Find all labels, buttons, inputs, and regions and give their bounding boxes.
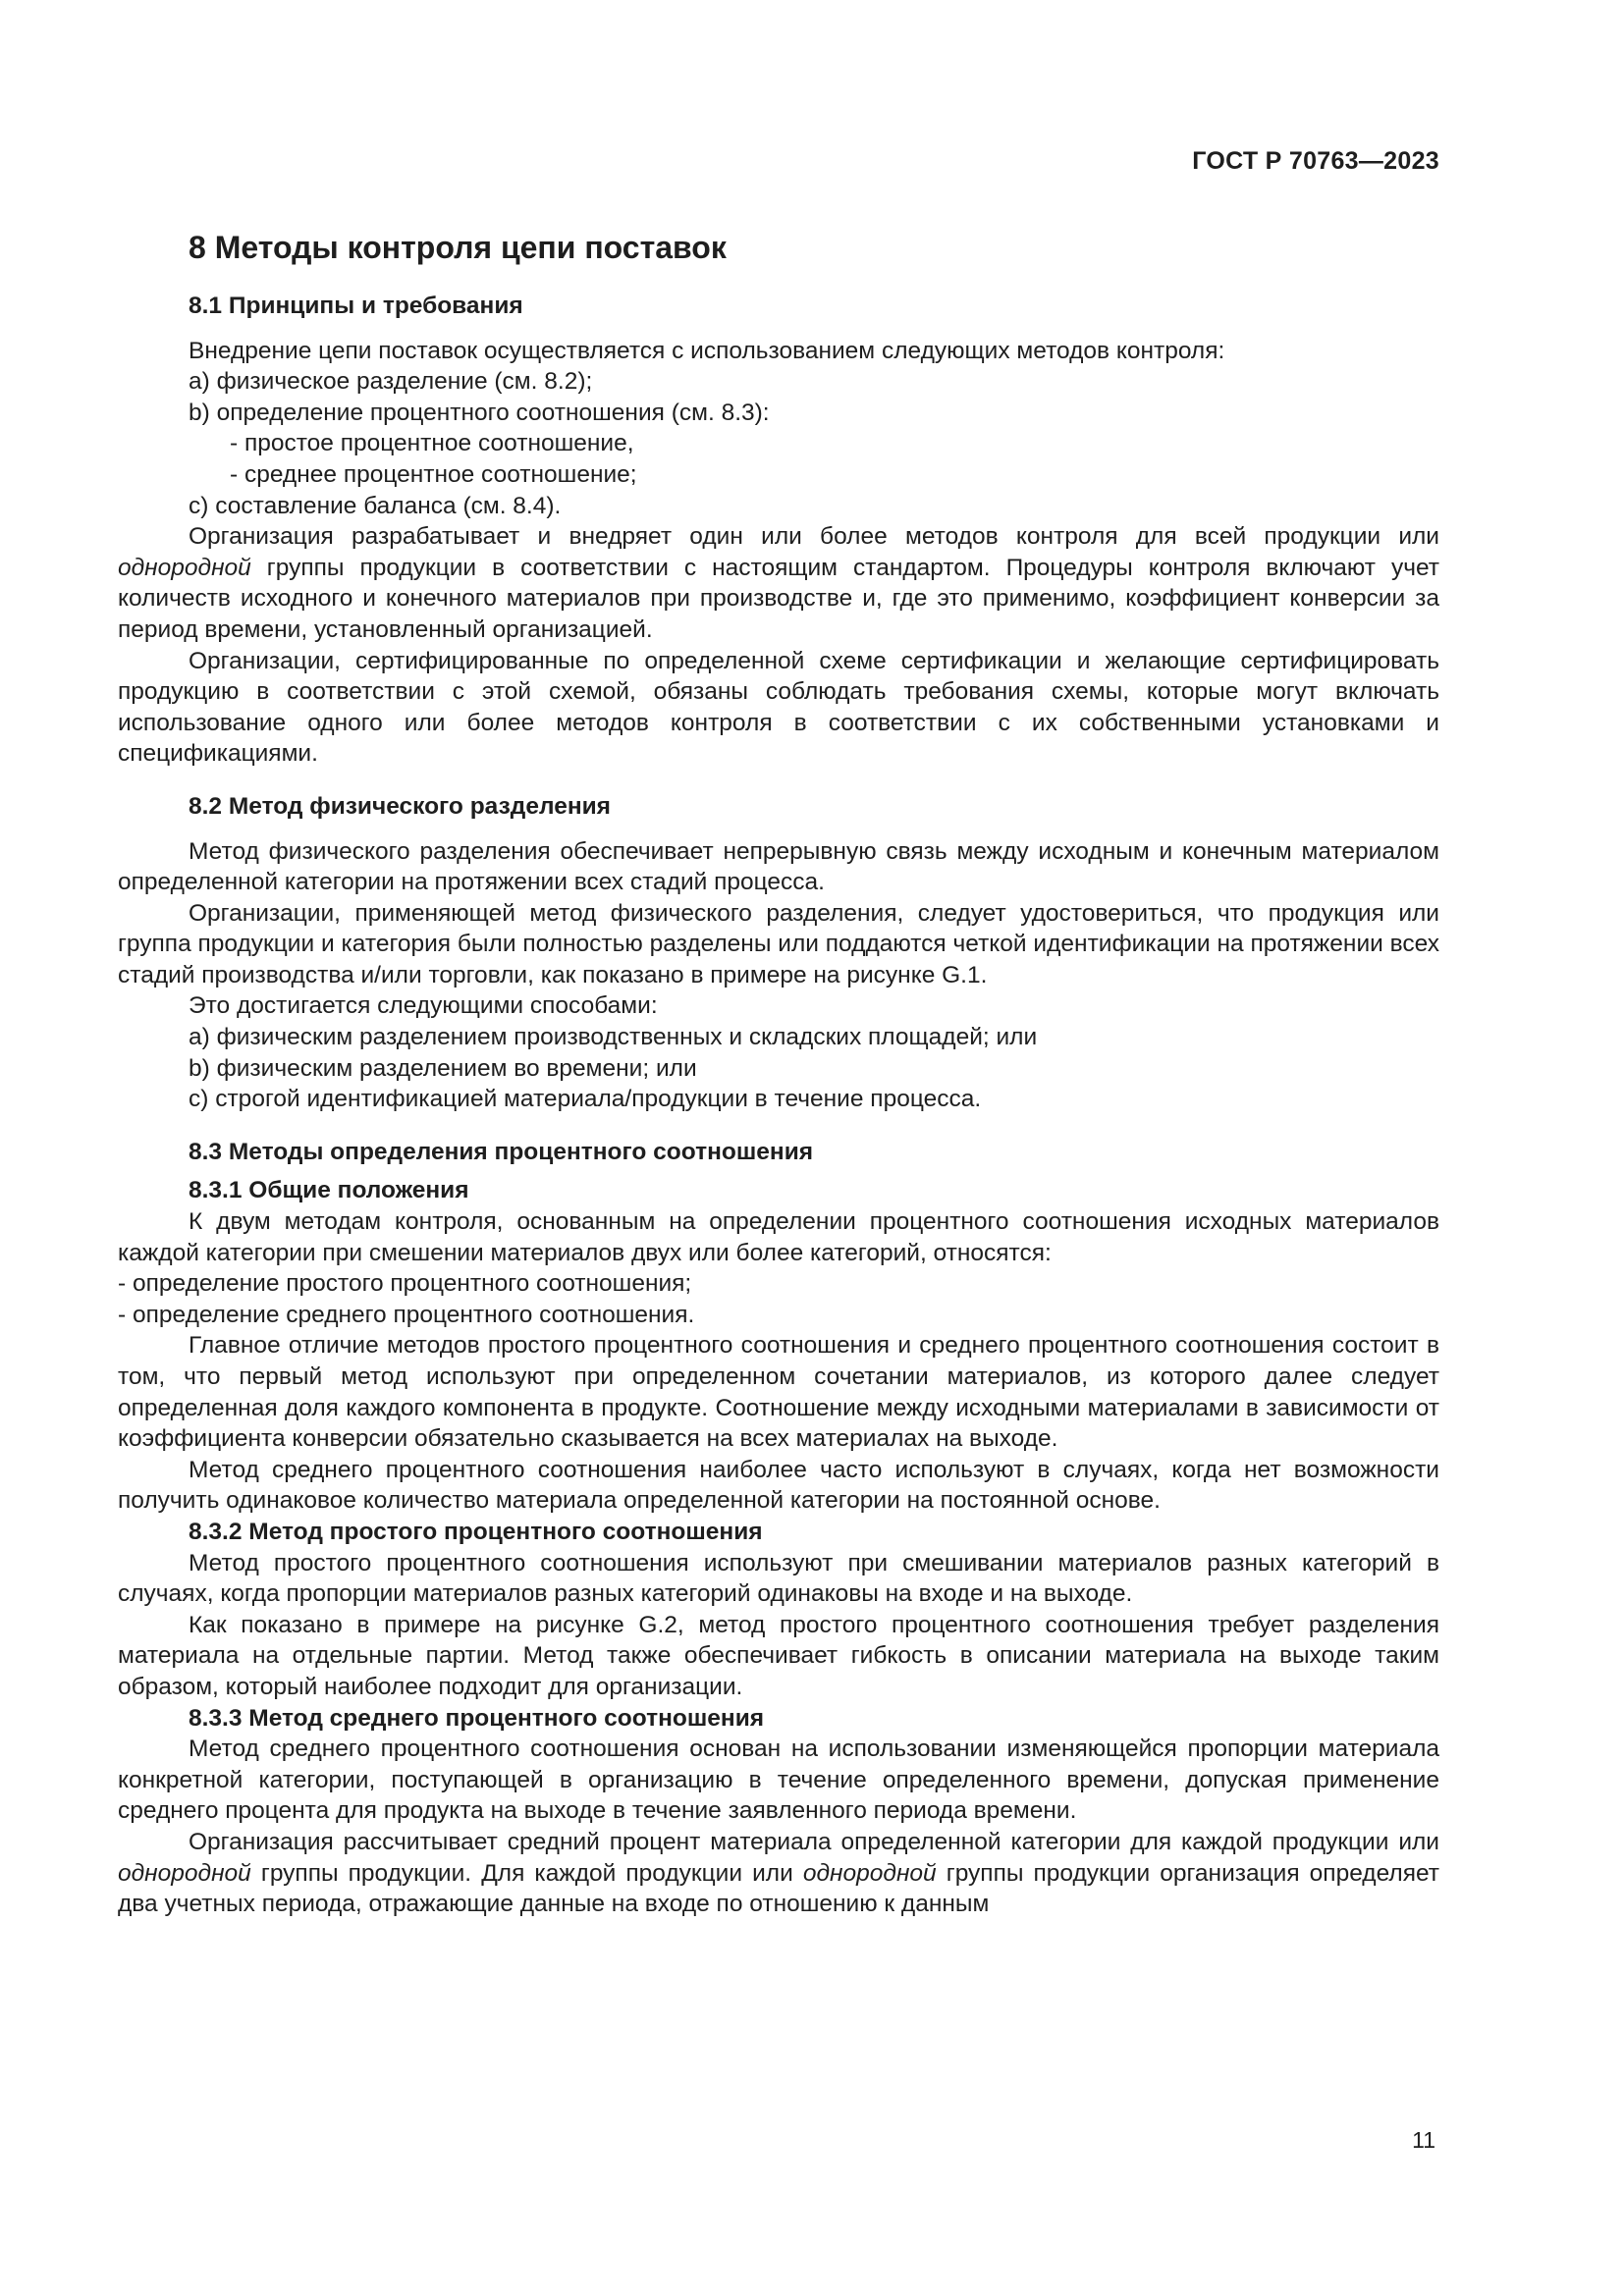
dash-item: - определение простого процентного соотношения; xyxy=(118,1270,692,1298)
emphasis: однородной xyxy=(802,1859,937,1887)
page-content xyxy=(118,226,1439,1920)
section-8-title: 8 Методы контроля цепи поставок xyxy=(189,230,727,265)
list-item: c) составление баланса (см. 8.4). xyxy=(189,492,562,519)
list-item: b) определение процентного соотношения (см. 8.3): xyxy=(189,399,770,426)
paragraph: Это достигается следующими способами: xyxy=(189,992,658,1020)
paragraph: Главное отличие методов простого процентного соотношения и среднего процентного соотношения состоит в том, что первый метод используют при определенном сочетании материалов, из которого далее следует определенная доля каждого компонента в продукте. Соотношение между исходными материалами в зависимости от коэффициента конверсии обязательно сказывается на всех материалах на выходе. xyxy=(118,1332,1439,1453)
section-8-3-title: 8.3 Методы определения процентного соотношения xyxy=(189,1138,814,1165)
list-item: a) физическое разделение (см. 8.2); xyxy=(189,368,593,396)
emphasis: однородной xyxy=(118,554,251,581)
section-8-1-title: 8.1 Принципы и требования xyxy=(189,293,523,319)
paragraph xyxy=(118,1827,1439,1920)
paragraph: Организации, сертифицированные по определенной схеме сертификации и желающие сертифицировать продукцию в соответствии с этой схемой, обязаны соблюдать требования схемы, которые могут включать использование одного или более методов контроля в соответствии с их собственными установками и спецификациями. xyxy=(118,647,1439,768)
paragraph: Метод физического разделения обеспечивает непрерывную связь между исходным и конечным материалом определенной категории на протяжении всех стадий процесса. xyxy=(118,837,1439,896)
sub-list-item: - простое процентное соотношение, xyxy=(230,430,634,457)
list-item: b) физическим разделением во времени; или xyxy=(189,1054,697,1082)
text-run: группы продукции в соответствии с настоящим стандартом. Процедуры контроля включают учет количеств исходного и конечного материалов при производстве и, где это применимо, коэффициент конверсии за период времени, установленный организацией. xyxy=(118,554,1439,643)
standard-code: ГОСТ Р 70763—2023 xyxy=(1192,147,1439,175)
text-run: группы продукции организация определяет два учетных периода, отражающие данные на входе по отношению к данным xyxy=(118,1859,1439,1918)
section-8-3-3-title: 8.3.3 Метод среднего процентного соотношения xyxy=(189,1704,765,1732)
page-number: 11 xyxy=(1412,2127,1435,2153)
paragraph xyxy=(118,521,1439,645)
paragraph: К двум методам контроля, основанным на определении процентного соотношения исходных материалов каждой категории при смешении материалов двух или более категорий, относятся: xyxy=(118,1208,1439,1266)
paragraph: Внедрение цепи поставок осуществляется с использованием следующих методов контроля: xyxy=(189,337,1225,364)
text-run: группы продукции. Для каждой продукции или xyxy=(250,1859,803,1887)
paragraph: Как показано в примере на рисунке G.2, метод простого процентного соотношения требует разделения материала на отдельные партии. Метод также обеспечивает гибкость в описании материала на выходе таким образом, который наиболее подходит для организации. xyxy=(118,1611,1439,1700)
section-8-3-2-title: 8.3.2 Метод простого процентного соотношения xyxy=(189,1518,763,1545)
text-run: Организация рассчитывает средний процент материала определенной категории для каждой продукции или xyxy=(189,1828,1439,1855)
emphasis: однородной xyxy=(118,1859,251,1887)
paragraph: Метод среднего процентного соотношения наиболее часто используют в случаях, когда нет возможности получить одинаковое количество материала определенной категории на постоянной основе. xyxy=(118,1456,1439,1515)
dash-item: - определение среднего процентного соотношения. xyxy=(118,1301,695,1328)
paragraph: Метод среднего процентного соотношения основан на использовании изменяющейся пропорции материала конкретной категории, поступающей в организацию в течение определенного времени, допуская применение среднего процента для продукта на выходе в течение заявленного периода времени. xyxy=(118,1735,1439,1825)
section-8-2-title: 8.2 Метод физического разделения xyxy=(189,792,611,820)
paragraph: Метод простого процентного соотношения используют при смешивании материалов разных категорий в случаях, когда пропорции материалов разных категорий одинаковы на входе и на выходе. xyxy=(118,1549,1439,1608)
list-item: a) физическим разделением производственных и складских площадей; или xyxy=(189,1024,1038,1051)
text-run: Организация разрабатывает и внедряет один или более методов контроля для всей продукции или xyxy=(189,523,1439,551)
section-8-3-1-title: 8.3.1 Общие положения xyxy=(189,1177,469,1204)
list-item: c) строгой идентификацией материала/продукции в течение процесса. xyxy=(189,1086,982,1113)
sub-list-item: - среднее процентное соотношение; xyxy=(230,460,637,488)
paragraph: Организации, применяющей метод физического разделения, следует удостовериться, что продукция или группа продукции и категория были полностью разделены или поддаются четкой идентификации на протяжении всех стадий производства и/или торговли, как показано в примере на рисунке G.1. xyxy=(118,899,1439,988)
